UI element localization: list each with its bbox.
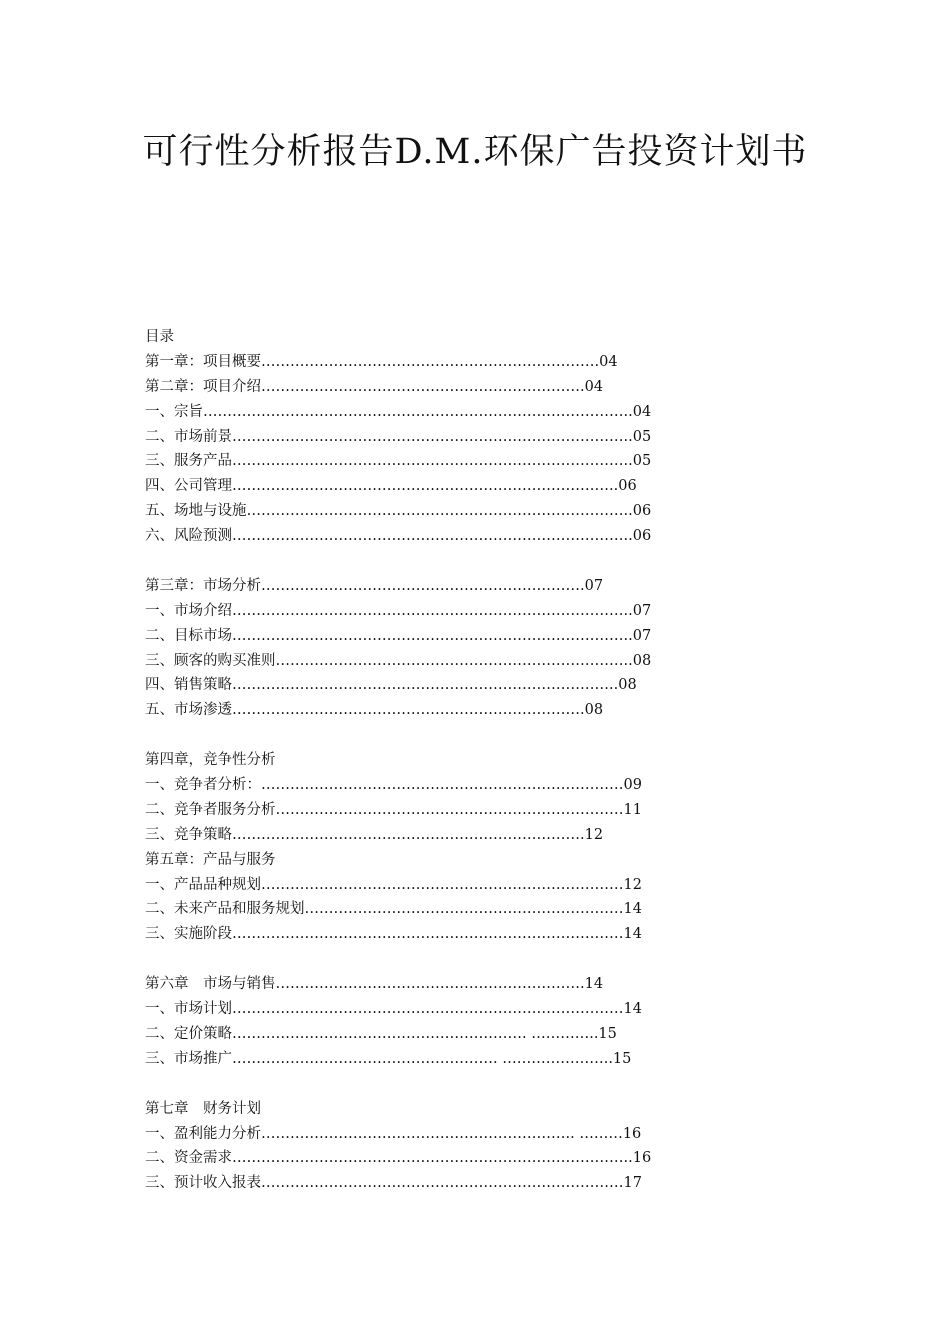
- toc-entry: 四、销售策略……………………………………………………………………..08: [145, 677, 637, 694]
- toc-entry: 第四章，竞争性分析: [145, 752, 276, 769]
- toc-entry: 第七章 财务计划: [145, 1100, 261, 1117]
- toc-entry: 一、市场介绍………………………………………………………………………..07: [145, 602, 652, 619]
- toc-entry: 三、实施阶段………………………………………………………………………14: [145, 926, 642, 943]
- toc-entry: 二、未来产品和服务规划…………………………………………………………14: [145, 901, 642, 918]
- table-of-contents: [145, 325, 745, 1196]
- toc-entry: 第五章：产品与服务: [145, 851, 276, 868]
- toc-entry: 第三章：市场分析………………………………………………………….07: [145, 577, 604, 594]
- toc-entry: 三、市场推广………………………………………………. …………………..15: [145, 1050, 632, 1067]
- toc-entry: 三、预计收入报表…………………………………………………………………17: [145, 1175, 642, 1192]
- toc-entry: 三、服务产品………………………………………………………………………..05: [145, 453, 652, 470]
- toc-entry: 二、定价策略……………………………………………………. …………..15: [145, 1025, 617, 1042]
- toc-entry: 一、宗旨……………………………………………………………………………..04: [145, 403, 652, 420]
- toc-entry: 二、竞争者服务分析………………………………………………………………11: [145, 801, 642, 818]
- toc-entry: 二、市场前景………………………………………………………………………..05: [145, 428, 652, 445]
- toc-entry: 一、产品品种规划…………………………………………………………………12: [145, 876, 642, 893]
- toc-entry: 三、顾客的购买准则………………………………………………………………..08: [145, 652, 652, 669]
- toc-entry: 三、竞争策略……………………………………………………………….12: [145, 826, 604, 843]
- toc-entry: 五、市场渗透……………………………………………………………….08: [145, 702, 604, 719]
- toc-entry: 六、风险预测………………………………………………………………………..06: [145, 528, 652, 545]
- toc-heading: 目录: [145, 329, 174, 345]
- toc-entry: 一、盈利能力分析……………………………………………………….. ………16: [145, 1125, 642, 1142]
- toc-spacer: [145, 549, 745, 574]
- toc-entry: 四、公司管理……………………………………………………………………..06: [145, 478, 637, 495]
- toc-entry: 二、资金需求………………………………………………………………………..16: [145, 1150, 652, 1167]
- toc-entry: 第二章：项目介绍………………………………………………………….04: [145, 378, 604, 395]
- toc-spacer: [145, 1072, 745, 1097]
- toc-entry: 第一章：项目概要…………………………………………………………….04: [145, 353, 618, 370]
- toc-entry: 一、市场计划………………………………………………………………………14: [145, 1001, 642, 1018]
- toc-spacer: [145, 723, 745, 748]
- document-title: 可行性分析报告D.M.环保广告投资计划书: [142, 132, 808, 172]
- toc-spacer: [145, 947, 745, 972]
- toc-entry: 第六章 市场与销售……………………………………………………….14: [145, 976, 604, 993]
- toc-entry: 二、目标市场………………………………………………………………………..07: [145, 627, 652, 644]
- toc-entry: 一、竞争者分析：…………………………………………………………………09: [145, 777, 642, 794]
- toc-entry: 五、场地与设施……………………………………………………………………..06: [145, 503, 652, 520]
